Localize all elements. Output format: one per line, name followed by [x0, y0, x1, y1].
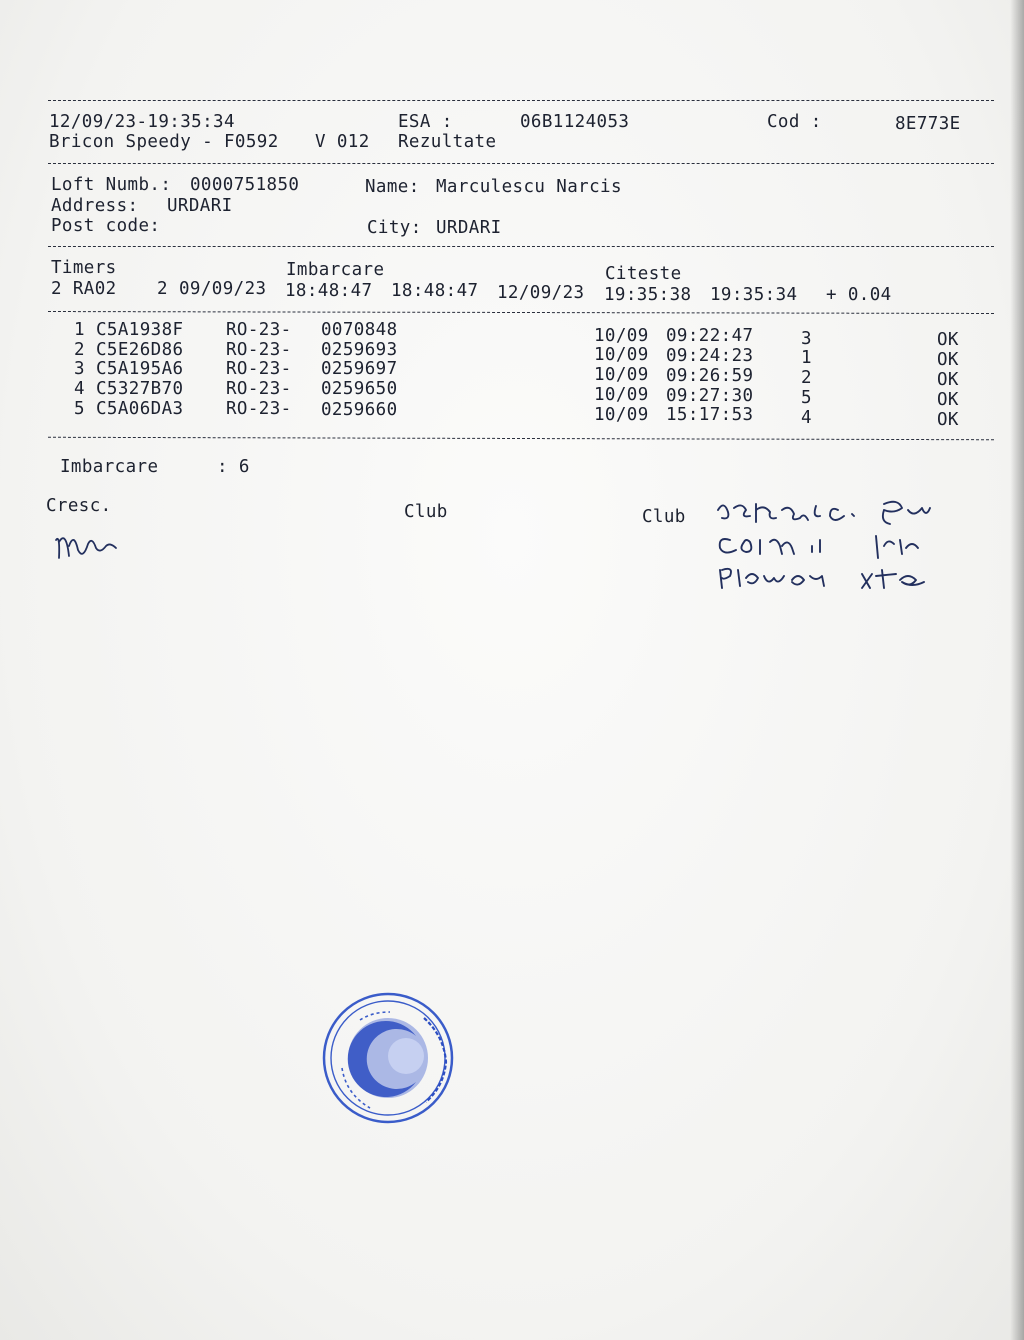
status: OK: [937, 330, 959, 350]
summary-imbarcare-label: Imbarcare: [60, 457, 159, 477]
status: OK: [937, 390, 959, 410]
arrival-time: 09:22:47: [666, 326, 754, 346]
imbarcare-date: 09/09/23: [179, 279, 267, 299]
bird-index: 1: [74, 320, 85, 340]
arrival-time: 09:24:23: [666, 346, 754, 366]
status: OK: [937, 370, 959, 390]
report-datetime: 12/09/23-19:35:34: [49, 112, 235, 132]
loft-number-label: Loft Numb.:: [51, 175, 172, 195]
club-handwritten-signature: [712, 496, 972, 592]
bird-index: 3: [74, 359, 85, 379]
arrival-date: 10/09: [594, 326, 649, 346]
dashed-rule: [48, 100, 994, 101]
ring-number: 0259660: [321, 400, 398, 420]
timers-label: Timers: [51, 258, 117, 278]
arrival-date: 10/09: [594, 345, 649, 365]
table-row: [0, 399, 1024, 430]
rank: 3: [801, 329, 812, 349]
chip-id: C5A1938F: [96, 320, 184, 340]
club-label-1: Club: [404, 502, 448, 522]
clock-deviation: + 0.04: [826, 285, 892, 305]
club-label-2: Club: [642, 507, 686, 527]
rank: 5: [801, 388, 812, 408]
arrival-date: 10/09: [594, 385, 649, 405]
name-value: Marculescu Narcis: [436, 177, 622, 197]
name-label: Name:: [365, 177, 420, 197]
city-value: URDARI: [436, 218, 502, 238]
citeste-time-2: 19:35:34: [710, 285, 798, 305]
arrival-time: 09:27:30: [666, 386, 754, 406]
page-edge-shadow: [1010, 0, 1024, 1340]
arrival-time: 09:26:59: [666, 366, 754, 386]
chip-id: C5A06DA3: [96, 399, 184, 419]
dashed-rule: [48, 163, 994, 164]
dashed-rule: [48, 437, 994, 440]
timer-count: 2: [157, 279, 168, 299]
device-version: V 012: [315, 132, 370, 152]
arrival-date: 10/09: [594, 405, 649, 425]
ring-prefix: RO-23-: [226, 320, 292, 340]
chip-id: C5E26D86: [96, 340, 184, 360]
bird-index: 2: [74, 340, 85, 360]
ring-prefix: RO-23-: [226, 399, 292, 419]
esa-label: ESA :: [398, 112, 453, 132]
chip-id: C5327B70: [96, 379, 184, 399]
ring-prefix: RO-23-: [226, 359, 292, 379]
postcode-label: Post code:: [51, 216, 161, 236]
ring-prefix: RO-23-: [226, 379, 292, 399]
cod-value: 8E773E: [895, 114, 961, 134]
chip-id: C5A195A6: [96, 359, 184, 379]
status: OK: [937, 350, 959, 370]
address-label: Address:: [51, 196, 139, 216]
arrival-time: 15:17:53: [666, 405, 754, 425]
address-value: URDARI: [167, 196, 233, 216]
citeste-date: 12/09/23: [497, 283, 585, 303]
timer-id: 2 RA02: [51, 279, 117, 299]
dashed-rule: [48, 311, 994, 314]
ring-number: 0259697: [321, 359, 398, 379]
ring-number: 0070848: [321, 320, 398, 340]
citeste-header: Citeste: [605, 264, 682, 284]
imbarcare-time-1: 18:48:47: [285, 281, 373, 301]
arrival-date: 10/09: [594, 365, 649, 385]
city-label: City:: [367, 218, 422, 238]
bird-index: 4: [74, 379, 85, 399]
esa-value: 06B1124053: [520, 112, 630, 132]
summary-imbarcare-value: : 6: [217, 457, 250, 477]
citeste-time-1: 19:35:38: [604, 285, 692, 305]
ring-number: 0259650: [321, 379, 398, 399]
imbarcare-header: Imbarcare: [286, 260, 385, 280]
breeder-signature: [50, 520, 130, 570]
rank: 2: [801, 368, 812, 388]
rank: 1: [801, 348, 812, 368]
bird-index: 5: [74, 399, 85, 419]
imbarcare-time-2: 18:48:47: [391, 281, 479, 301]
federation-stamp: [320, 990, 456, 1126]
status: OK: [937, 410, 959, 430]
rank: 4: [801, 408, 812, 428]
dashed-rule: [48, 246, 994, 247]
cod-label: Cod :: [767, 112, 822, 132]
loft-number-value: 0000751850: [190, 175, 300, 195]
report-type: Rezultate: [398, 132, 497, 152]
breeder-signature-label: Cresc.: [46, 496, 112, 516]
device-name: Bricon Speedy - F0592: [49, 132, 279, 152]
ring-prefix: RO-23-: [226, 340, 292, 360]
ring-number: 0259693: [321, 340, 398, 360]
